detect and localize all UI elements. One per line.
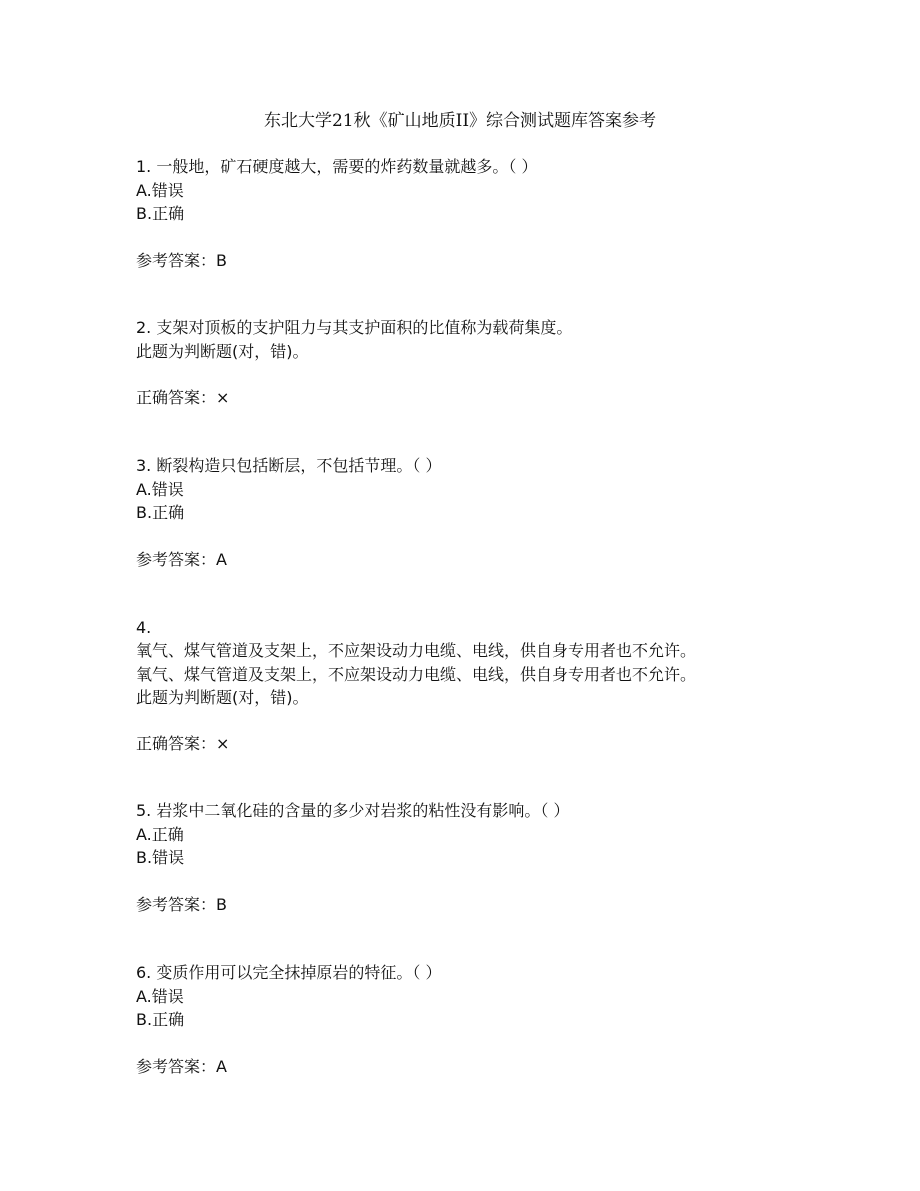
- document-title: 东北大学21秋《矿山地质II》综合测试题库答案参考: [263, 111, 657, 131]
- question-4-line-1: 氧气、煤气管道及支架上，不应架设动力电缆、电线，供自身专用者也不允许。: [136, 641, 697, 660]
- question-6-stem: 6. 变质作用可以完全抹掉原岩的特征。（ ）: [136, 963, 442, 982]
- question-3-option-a: A.错误: [136, 480, 184, 499]
- question-6-option-a: A.错误: [136, 987, 184, 1006]
- question-1-option-b: B.正确: [136, 204, 185, 223]
- question-3-option-b: B.正确: [136, 503, 185, 522]
- question-1-answer: 参考答案：B: [136, 251, 227, 270]
- question-1-option-a: A.错误: [136, 181, 184, 200]
- question-2-answer: 正确答案：×: [136, 388, 230, 407]
- question-5-option-a: A.正确: [136, 825, 184, 844]
- question-2-note: 此题为判断题(对，错)。: [136, 342, 309, 361]
- question-4-number: 4.: [136, 618, 152, 637]
- question-2-stem: 2. 支架对顶板的支护阻力与其支护面积的比值称为载荷集度。: [136, 318, 573, 337]
- question-5-stem: 5. 岩浆中二氧化硅的含量的多少对岩浆的粘性没有影响。（ ）: [136, 801, 570, 820]
- question-5-answer: 参考答案：B: [136, 895, 227, 914]
- question-6-answer: 参考答案：A: [136, 1057, 227, 1076]
- question-6-option-b: B.正确: [136, 1010, 185, 1029]
- question-3-stem: 3. 断裂构造只包括断层，不包括节理。（ ）: [136, 456, 442, 475]
- question-4-answer: 正确答案：×: [136, 734, 230, 753]
- question-5-option-b: B.错误: [136, 848, 185, 867]
- question-4-line-2: 氧气、煤气管道及支架上，不应架设动力电缆、电线，供自身专用者也不允许。: [136, 665, 697, 684]
- question-3-answer: 参考答案：A: [136, 550, 227, 569]
- question-4-note: 此题为判断题(对，错)。: [136, 688, 309, 707]
- question-1-stem: 1. 一般地，矿石硬度越大，需要的炸药数量就越多。（ ）: [136, 157, 538, 176]
